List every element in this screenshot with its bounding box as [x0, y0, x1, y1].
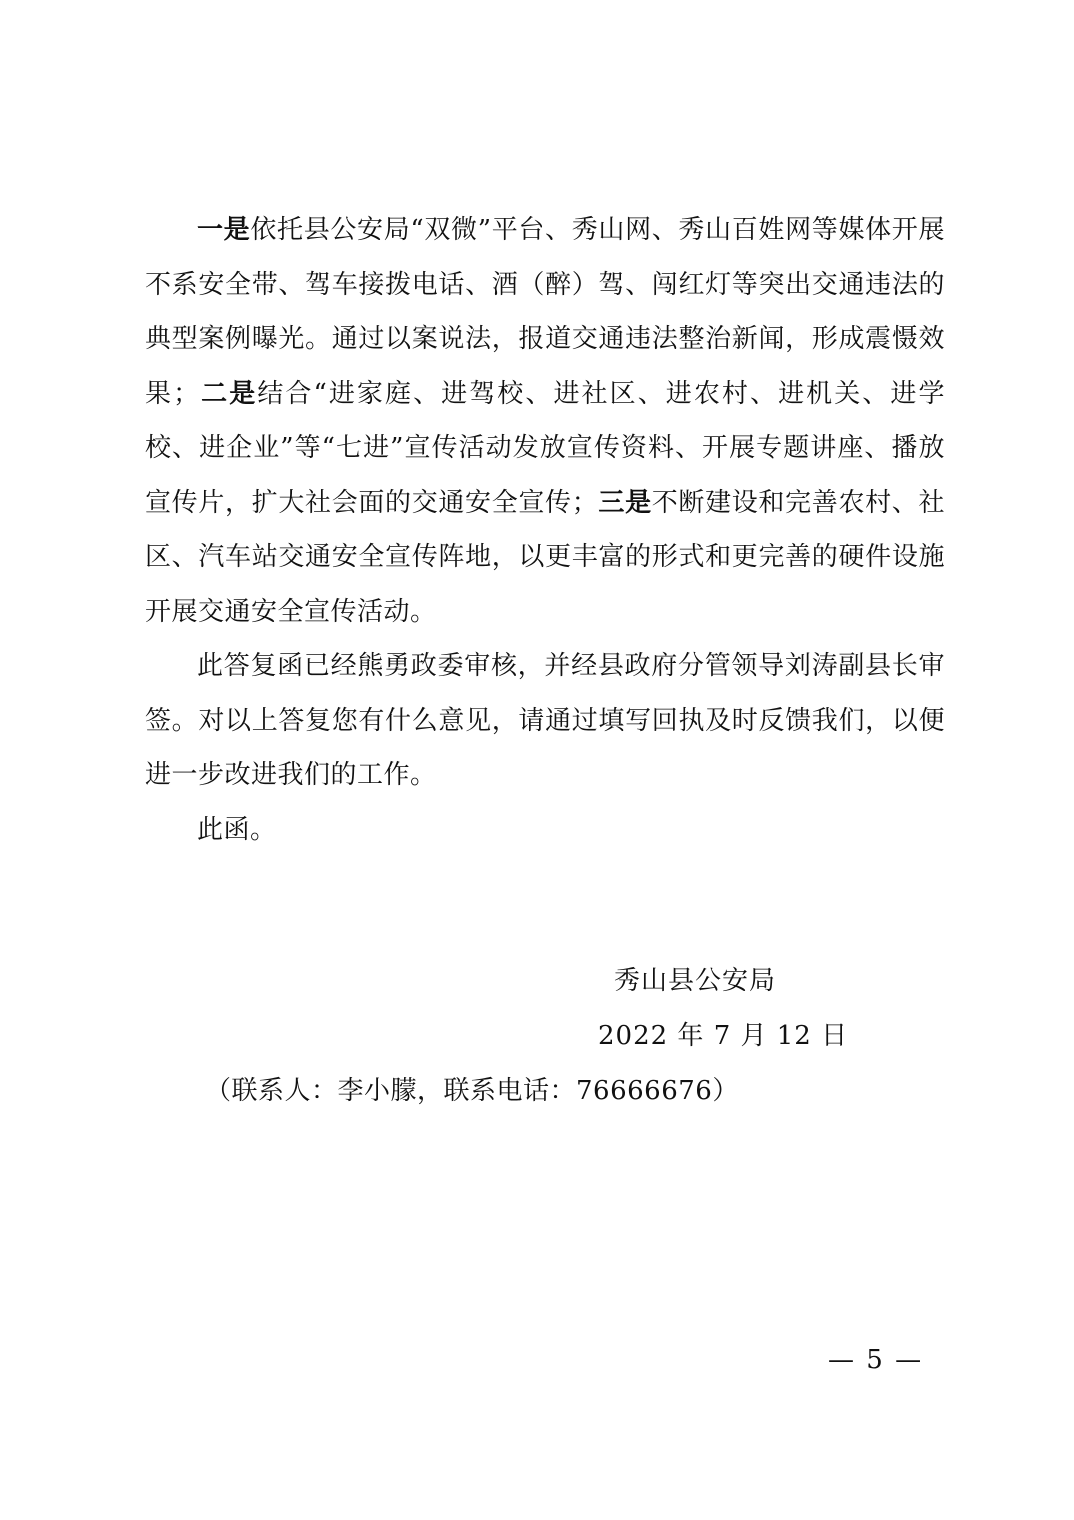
letter-body [145, 203, 945, 857]
lead-first: 一是 [197, 215, 251, 245]
signature-date: 2022 年 7 月 12 日 [598, 1021, 849, 1051]
measure-first-text: 依托县公安局“双微”平台、秀山网、秀山百姓网等媒体开展不系安全带、驾车接拨电话、酒（醉）驾、闯红灯等突出交通违法的典型案例曝光。通过以案说法，报道交通违法整治新闻，形成震慑效果； [145, 215, 945, 409]
review-paragraph: 此答复函已经熊勇政委审核，并经县政府分管领导刘涛副县长审签。对以上答复您有什么意见，请通过填写回执及时反馈我们，以便进一步改进我们的工作。 [145, 651, 945, 790]
contact-info: （联系人：李小朦，联系电话：76666676） [205, 1076, 739, 1106]
measures-paragraph [145, 203, 945, 639]
closing-paragraph: 此函。 [197, 814, 277, 845]
lead-second: 二是 [199, 378, 258, 409]
lead-third: 三是 [598, 487, 652, 518]
page-number: — 5 — [828, 1345, 924, 1375]
measure-second-text: 结合“进家庭、进驾校、进社区、进农村、进机关、进学校、进企业”等“七进”宣传活动发放宣传资料、开展专题讲座、播放宣传片，扩大社会面的交通安全宣传； [145, 378, 945, 518]
measure-third-text: 不断建设和完善农村、社区、汽车站交通安全宣传阵地，以更丰富的形式和更完善的硬件设施开展交通安全宣传活动。 [145, 487, 945, 627]
signature-org: 秀山县公安局 [614, 966, 777, 996]
